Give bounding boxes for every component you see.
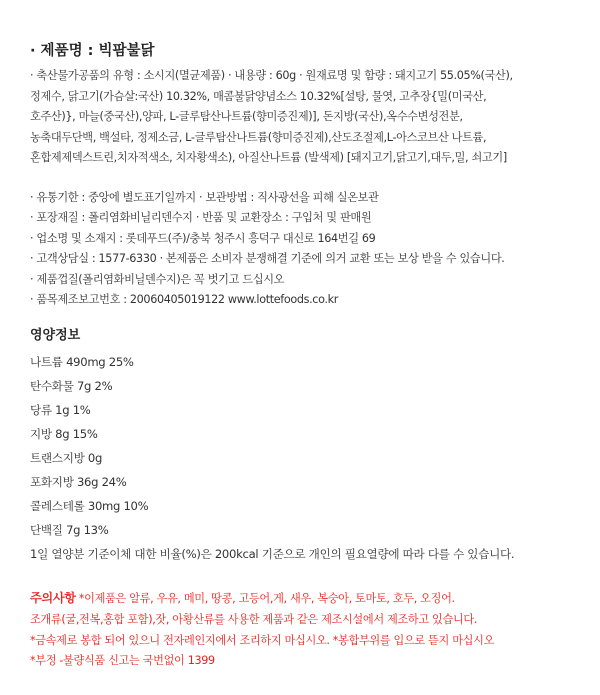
warning-line: *부정 -불량식품 신고는 국번없이 1399 <box>30 654 215 668</box>
warning-line <box>30 588 570 610</box>
storage-line: · 품목제조보고번호 : 20060405019122 www.lottefoods.co.kr <box>30 293 338 306</box>
storage-block <box>30 188 570 311</box>
storage-line: · 제품껍질(폴리염화비닐덴수지)은 꼭 벗기고 드십시오 <box>30 272 285 286</box>
nutrition-item: 콜레스테롤 30mg 10% <box>30 499 149 514</box>
info-line: 정제수, 닭고기(가슴살:국산) 10.32%, 매콤불닭양념소스 10.32%[설탕, 물엿, 고추장{밀(미국산, <box>30 89 487 103</box>
warning-line: 조개류(굴,전복,홍합 포함),잣, 아황산류를 사용한 제품과 같은 제조시설에서 제조하고 있습니다. <box>30 613 478 627</box>
nutrition-item: 당류 1g 1% <box>30 402 91 417</box>
storage-line: · 업소명 및 소재지 : 롯데푸드(주)/충북 청주시 흥덕구 대신로 164번길 69 <box>30 231 376 245</box>
info-line: 혼합제제덱스트린,치자적색소, 치자황색소), 아질산나트륨 (발색제) [돼지고기,닭고기,대두,밀, 쇠고기] <box>30 151 507 164</box>
storage-line: · 고객상담실 : 1577-6330 · 본제품은 소비자 분쟁해결 기준에 의거 교환 또는 보상 받을 수 있습니다. <box>30 252 505 265</box>
storage-line: · 유통기한 : 중앙에 별도표기일까지 · 보관방법 : 직사광선을 피해 실온보관 <box>30 190 379 204</box>
ingredients-block <box>30 66 570 169</box>
nutrition-item: 지방 8g 15% <box>30 426 98 441</box>
nutrition-item: 단백질 7g 13% <box>30 523 109 538</box>
nutrition-footnote: 1일 열양분 기준이체 대한 비율(%)은 200kcal 기준으로 개인의 필요열량에 따라 다를 수 있습니다. <box>30 547 515 562</box>
info-line: 호주산)}, 마늘(중국산),양파, L-글루탐산나트륨(향미증진제)], 돈지방(국산),옥수수변성전분, <box>30 110 463 123</box>
warning-heading: 주의사항 <box>30 591 76 606</box>
info-line: · 축산물가공품의 유형 : 소시지(멸균제품) · 내용량 : 60g · 원재료명 및 함량 : 돼지고기 55.05%(국산), <box>30 69 513 82</box>
allergen-notice: *이제품은 알류, 우유, 메미, 땅콩, 고등어,게, 새우, 복숭아, 토마토, 호두, 오징어. <box>75 592 455 606</box>
nutrition-list <box>30 350 570 567</box>
product-name: · 제품명 : 빅팜불닭 <box>30 43 155 59</box>
nutrition-item: 포화지방 36g 24% <box>30 474 127 489</box>
nutrition-item: 나트륨 490mg 25% <box>30 354 134 369</box>
info-line: 농축대두단백, 백설타, 정제소금, L-글루탐산나트륨(향미증진제),산도조절제,L-아스코브산 나트륨, <box>30 130 487 144</box>
nutrition-item: 트랜스지방 0g <box>30 450 103 465</box>
warning-line: *금속제로 봉합 되어 있으니 전자레인지에서 조리하지 마십시오. *봉합부위를 입으로 뜯지 마십시오 <box>30 633 495 647</box>
warning-block <box>30 588 570 672</box>
nutrition-title: 영양정보 <box>30 327 81 343</box>
storage-line: · 포장재질 : 폴리염화비닐리덴수지 · 반품 및 교환장소 : 구입처 및 판매원 <box>30 211 372 224</box>
nutrition-item: 탄수화물 7g 2% <box>30 378 113 393</box>
